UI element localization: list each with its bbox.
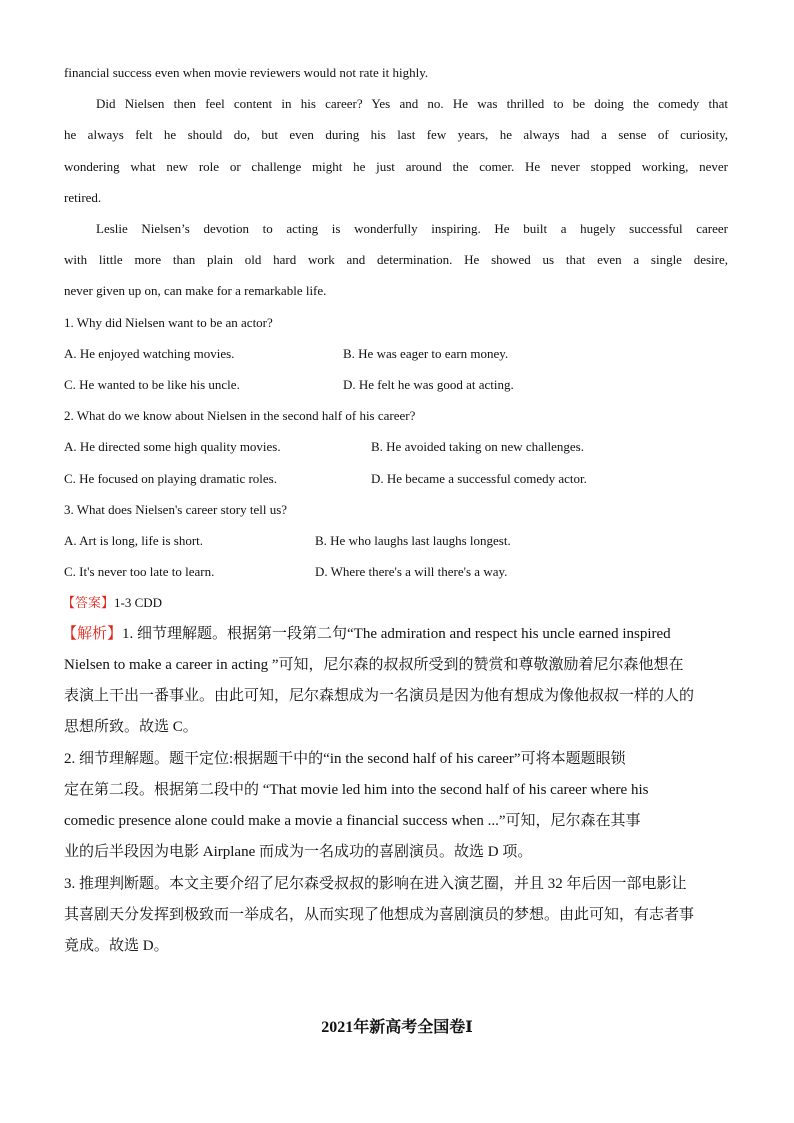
analysis-text: 1. 细节理解题。根据第一段第二句“The admiration and respect his uncle earned inspired (122, 626, 671, 642)
option-a: A. Art is long, life is short. (64, 533, 204, 548)
analysis-line: 竟成。故选 D。 (64, 938, 169, 954)
option-b: B. He avoided taking on new challenges. (371, 439, 584, 454)
option-b: B. He who laughs last laughs longest. (315, 533, 511, 548)
option-a: A. He enjoyed watching movies. (64, 346, 235, 361)
analysis-line: comedic presence alone could make a movie a financial success when ...”可知，尼尔森在其事 (64, 813, 641, 829)
passage-line: he always felt he should do, but even during his last few years, he always had a sense of curiosity, (64, 127, 728, 142)
analysis-line: 2. 细节理解题。题干定位:根据题干中的“in the second half of his career”可将本题题眼锁 (64, 751, 626, 767)
analysis-line (62, 624, 728, 644)
analysis-line: 思想所致。故选 C。 (64, 719, 198, 735)
analysis-line: 定在第二段。根据第二段中的 “That movie led him into the second half of his career where his (64, 782, 649, 798)
question-stem: 1. Why did Nielsen want to be an actor? (64, 315, 273, 330)
section-heading: 2021年新高考全国卷Ⅰ (321, 1019, 473, 1036)
passage-line: retired. (64, 190, 102, 205)
option-c: C. He focused on playing dramatic roles. (64, 471, 277, 486)
analysis-line: 业的后半段因为电影 Airplane 而成为一名成功的喜剧演员。故选 D 项。 (64, 844, 533, 860)
analysis-line: 3. 推理判断题。本文主要介绍了尼尔森受叔叔的影响在进入演艺圈，并且 32 年后因一部电影让 (64, 876, 687, 892)
question-stem: 2. What do we know about Nielsen in the second half of his career? (64, 408, 416, 423)
option-b: B. He was eager to earn money. (343, 346, 509, 361)
option-a: A. He directed some high quality movies. (64, 439, 281, 454)
passage-line: with little more than plain old hard work and determination. He showed us that even a single desire, (64, 252, 728, 267)
question-stem: 3. What does Nielsen's career story tell us? (64, 502, 288, 517)
passage-line: financial success even when movie reviewers would not rate it highly. (64, 65, 429, 80)
passage-line: Did Nielsen then feel content in his career? Yes and no. He was thrilled to be doing the comedy that (96, 96, 728, 111)
option-d: D. He became a successful comedy actor. (371, 471, 587, 486)
passage-line: never given up on, can make for a remarkable life. (64, 283, 327, 298)
analysis-line: 表演上干出一番事业。由此可知，尼尔森想成为一名演员是因为他有想成为像他叔叔一样的人的 (64, 688, 695, 704)
passage-line: wondering what new role or challenge might he just around the comer. He never stopped working, never (64, 159, 728, 174)
option-d: D. Where there's a will there's a way. (315, 564, 508, 579)
analysis-line: 其喜剧天分发挥到极致而一举成名，从而实现了他想成为喜剧演员的梦想。由此可知，有志者事 (64, 907, 695, 923)
answer-tag: 【答案】 (62, 595, 115, 610)
answer-text: 1-3 CDD (114, 595, 163, 610)
analysis-tag: 【解析】 (62, 626, 123, 642)
analysis-line: Nielsen to make a career in acting ”可知，尼尔森的叔叔所受到的赞赏和尊敬激励着尼尔森他想在 (64, 657, 684, 673)
option-c: C. He wanted to be like his uncle. (64, 377, 240, 392)
answer-line (62, 594, 726, 612)
option-c: C. It's never too late to learn. (64, 564, 215, 579)
option-d: D. He felt he was good at acting. (343, 377, 514, 392)
passage-line: Leslie Nielsen’s devotion to acting is wonderfully inspiring. He built a hugely successful career (96, 221, 728, 236)
